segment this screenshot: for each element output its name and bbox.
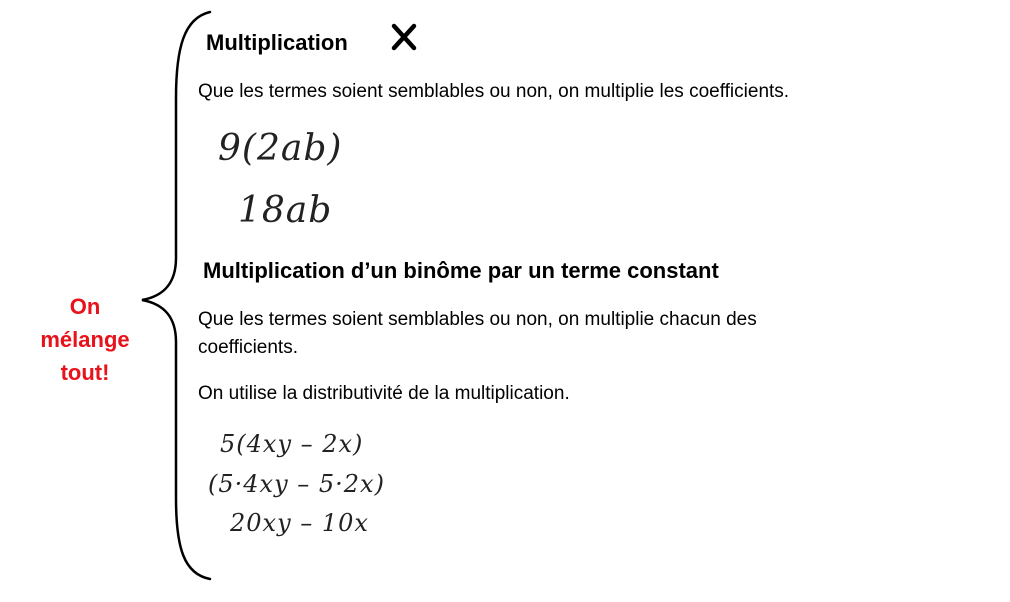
side-note-line-3: tout! [60,360,110,385]
section2-example-line-1: 5(4xy – 2x) [220,430,364,458]
section1-example-line-1: 9(2ab) [218,128,343,169]
section1-description: Que les termes soient semblables ou non, on multiplie les coefficients. [198,81,790,102]
side-note [30,290,140,389]
section2-description-line-1: Que les termes soient semblables ou non, on multiplie chacun des [198,309,757,330]
section1-title: Multiplication [206,30,348,55]
side-note-line-1: On [69,294,101,319]
side-note-line-2: mélange [40,327,130,352]
section2-note: On utilise la distributivité de la multiplication. [198,383,570,404]
section2-example-line-3: 20xy – 10x [230,509,369,537]
section2-title: Multiplication d’un binôme par un terme constant [203,258,719,283]
section2-description-line-2: coefficients. [198,337,298,358]
section1-example-line-2: 18ab [238,190,333,231]
section2-example-line-2: (5·4xy – 5·2x) [208,470,385,498]
x-mark-icon [390,22,418,52]
